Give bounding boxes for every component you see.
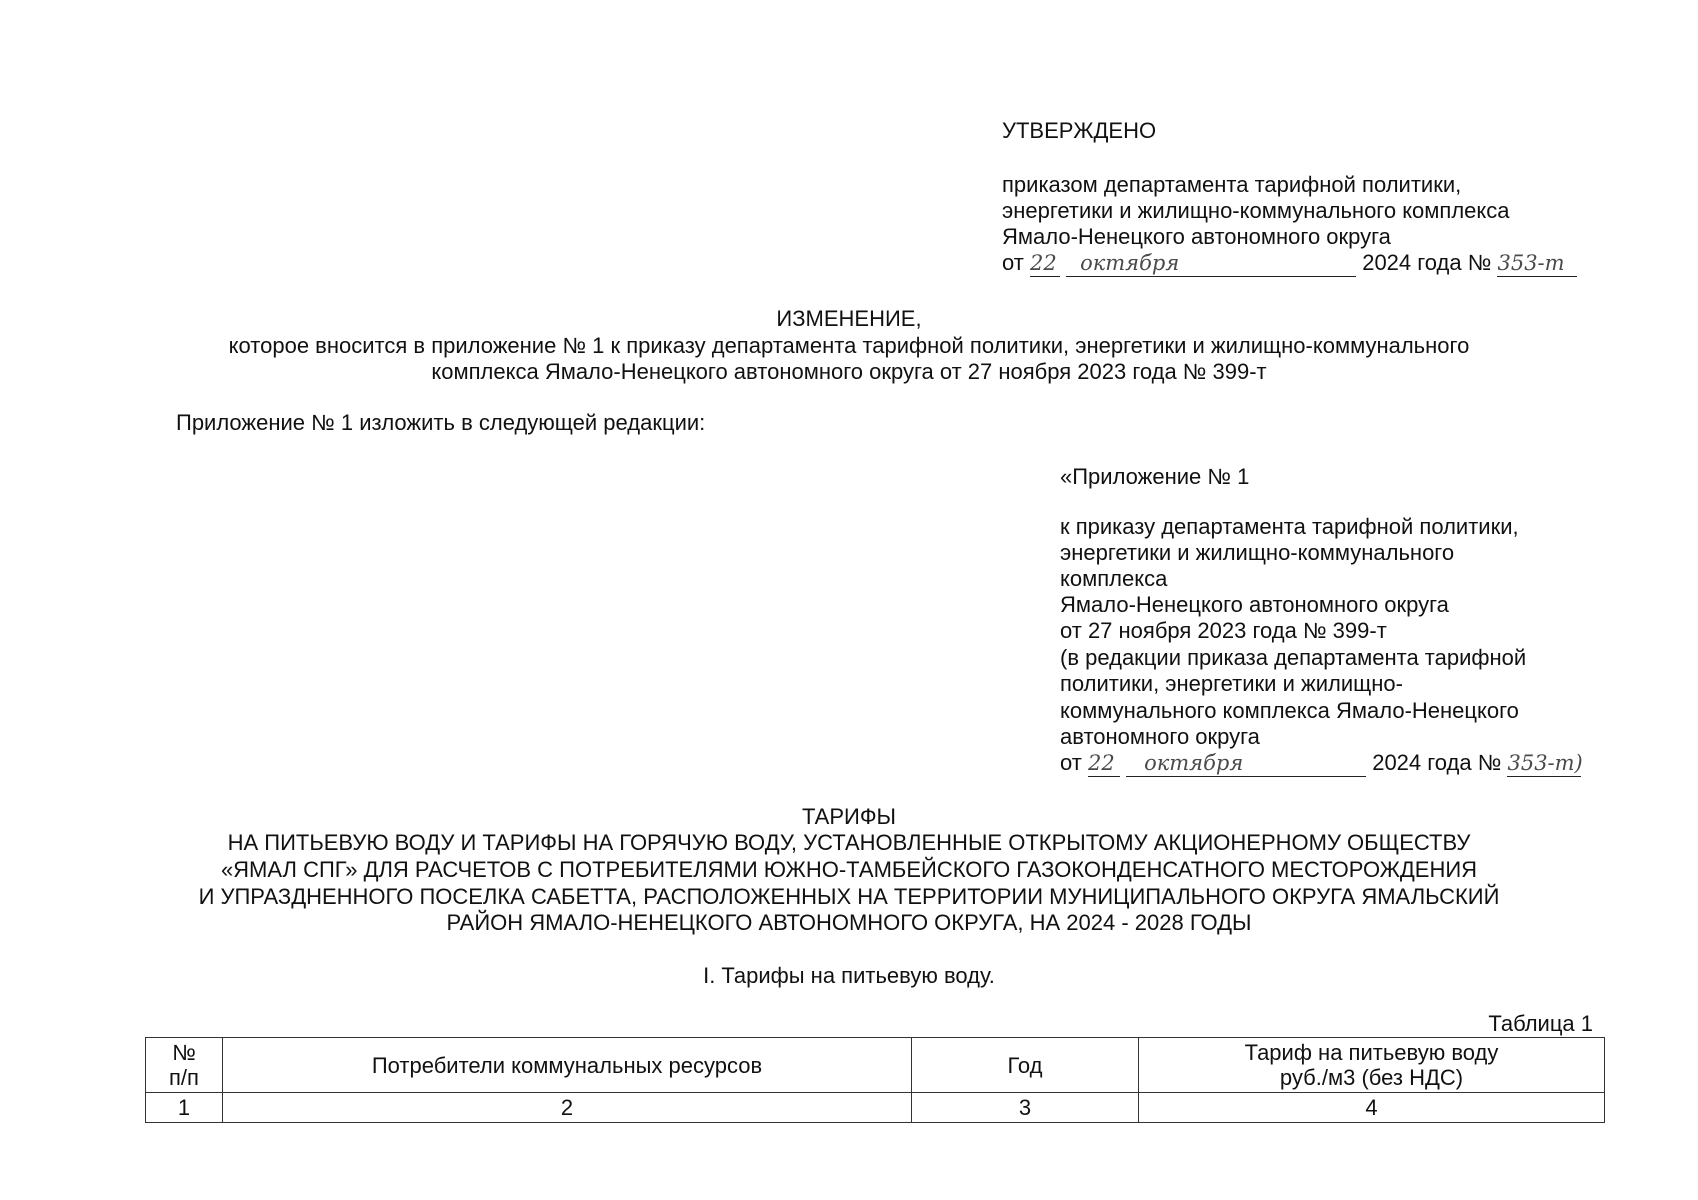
- appendix-from-prefix: от: [1060, 750, 1082, 775]
- approval-line-3: Ямало-Ненецкого автономного округа: [1002, 224, 1391, 249]
- approval-year-text: 2024 года №: [1362, 250, 1492, 275]
- approval-heading: УТВЕРЖДЕНО: [1002, 118, 1157, 143]
- table-column-numbers-row: [146, 1093, 1605, 1123]
- change-line-2: комплекса Ямало-Ненецкого автономного округа от 27 ноября 2023 года № 399-т: [431, 359, 1267, 384]
- tariff-table: [145, 1037, 1605, 1123]
- appendix-line-8: коммунального комплекса Ямало-Ненецкого: [1060, 698, 1519, 723]
- appendix-line-4: Ямало-Ненецкого автономного округа: [1060, 592, 1449, 617]
- column-number-2: 2: [223, 1093, 912, 1123]
- change-title: ИЗМЕНЕНИЕ,: [776, 306, 922, 331]
- table-label: Таблица 1: [1488, 1011, 1593, 1036]
- approval-line-1: приказом департамента тарифной политики,: [1002, 172, 1462, 197]
- change-line-1: которое вносится в приложение № 1 к приказу департамента тарифной политики, энергетики и жилищно-коммунального: [228, 333, 1470, 358]
- header-tariff-line-2: руб./м3 (без НДС): [1279, 1065, 1464, 1090]
- header-num: [146, 1038, 223, 1093]
- tariffs-line-4: РАЙОН ЯМАЛО-НЕНЕЦКОГО АВТОНОМНОГО ОКРУГА, НА 2024 - 2028 ГОДЫ: [446, 910, 1252, 935]
- approval-line-2: энергетики и жилищно-коммунального комплекса: [1002, 198, 1510, 223]
- appendix-line-1: к приказу департамента тарифной политики,: [1060, 514, 1519, 539]
- appendix-line-5: от 27 ноября 2023 года № 399-т: [1060, 618, 1387, 643]
- tariffs-line-1: НА ПИТЬЕВУЮ ВОДУ И ТАРИФЫ НА ГОРЯЧУЮ ВОДУ, УСТАНОВЛЕННЫЕ ОТКРЫТОМУ АКЦИОНЕРНОМУ ОБЩЕСТВУ: [227, 830, 1471, 855]
- instruction-text: Приложение № 1 изложить в следующей редакции:: [176, 410, 706, 435]
- appendix-line-9: автономного округа: [1060, 724, 1260, 749]
- header-num-line-2: п/п: [169, 1065, 199, 1090]
- approval-date-month: октября: [1066, 250, 1356, 277]
- column-number-1: 1: [146, 1093, 223, 1123]
- appendix-line-7: политики, энергетики и жилищно-: [1060, 671, 1403, 696]
- section-title: I. Тарифы на питьевую воду.: [703, 963, 995, 988]
- appendix-heading: «Приложение № 1: [1060, 464, 1250, 489]
- appendix-line-6: (в редакции приказа департамента тарифной: [1060, 645, 1527, 670]
- appendix-number: 353-т): [1507, 751, 1583, 775]
- tariffs-line-3: И УПРАЗДНЕННОГО ПОСЕЛКА САБЕТТА, РАСПОЛОЖЕННЫХ НА ТЕРРИТОРИИ МУНИЦИПАЛЬНОГО ОКРУГА ЯМАЛЬСКИЙ: [198, 884, 1500, 909]
- header-tariff: [1139, 1038, 1605, 1093]
- appendix-year-text: 2024 года №: [1372, 750, 1502, 775]
- header-year: Год: [912, 1038, 1139, 1093]
- appendix-date-day: 22: [1088, 750, 1120, 777]
- table-header-row: [146, 1038, 1605, 1093]
- tariffs-title: ТАРИФЫ: [801, 804, 897, 829]
- appendix-date-line: [1060, 750, 1581, 777]
- column-number-4: 4: [1139, 1093, 1605, 1123]
- header-num-line-1: №: [172, 1040, 196, 1065]
- approval-from-prefix: от: [1002, 250, 1024, 275]
- appendix-line-3: комплекса: [1060, 566, 1168, 591]
- tariffs-line-2: «ЯМАЛ СПГ» ДЛЯ РАСЧЕТОВ С ПОТРЕБИТЕЛЯМИ ЮЖНО-ТАМБЕЙСКОГО ГАЗОКОНДЕНСАТНОГО МЕСТОРОЖДЕНИЯ: [220, 857, 1478, 882]
- approval-date-day: 22: [1030, 250, 1060, 277]
- approval-date-line: [1002, 250, 1577, 277]
- approval-number: 353-т: [1497, 250, 1577, 277]
- header-tariff-line-1: Тариф на питьевую воду: [1244, 1040, 1499, 1065]
- column-number-3: 3: [912, 1093, 1139, 1123]
- header-consumers: Потребители коммунальных ресурсов: [223, 1038, 912, 1093]
- appendix-date-month: октября: [1126, 750, 1366, 777]
- appendix-line-2: энергетики и жилищно-коммунального: [1060, 540, 1455, 565]
